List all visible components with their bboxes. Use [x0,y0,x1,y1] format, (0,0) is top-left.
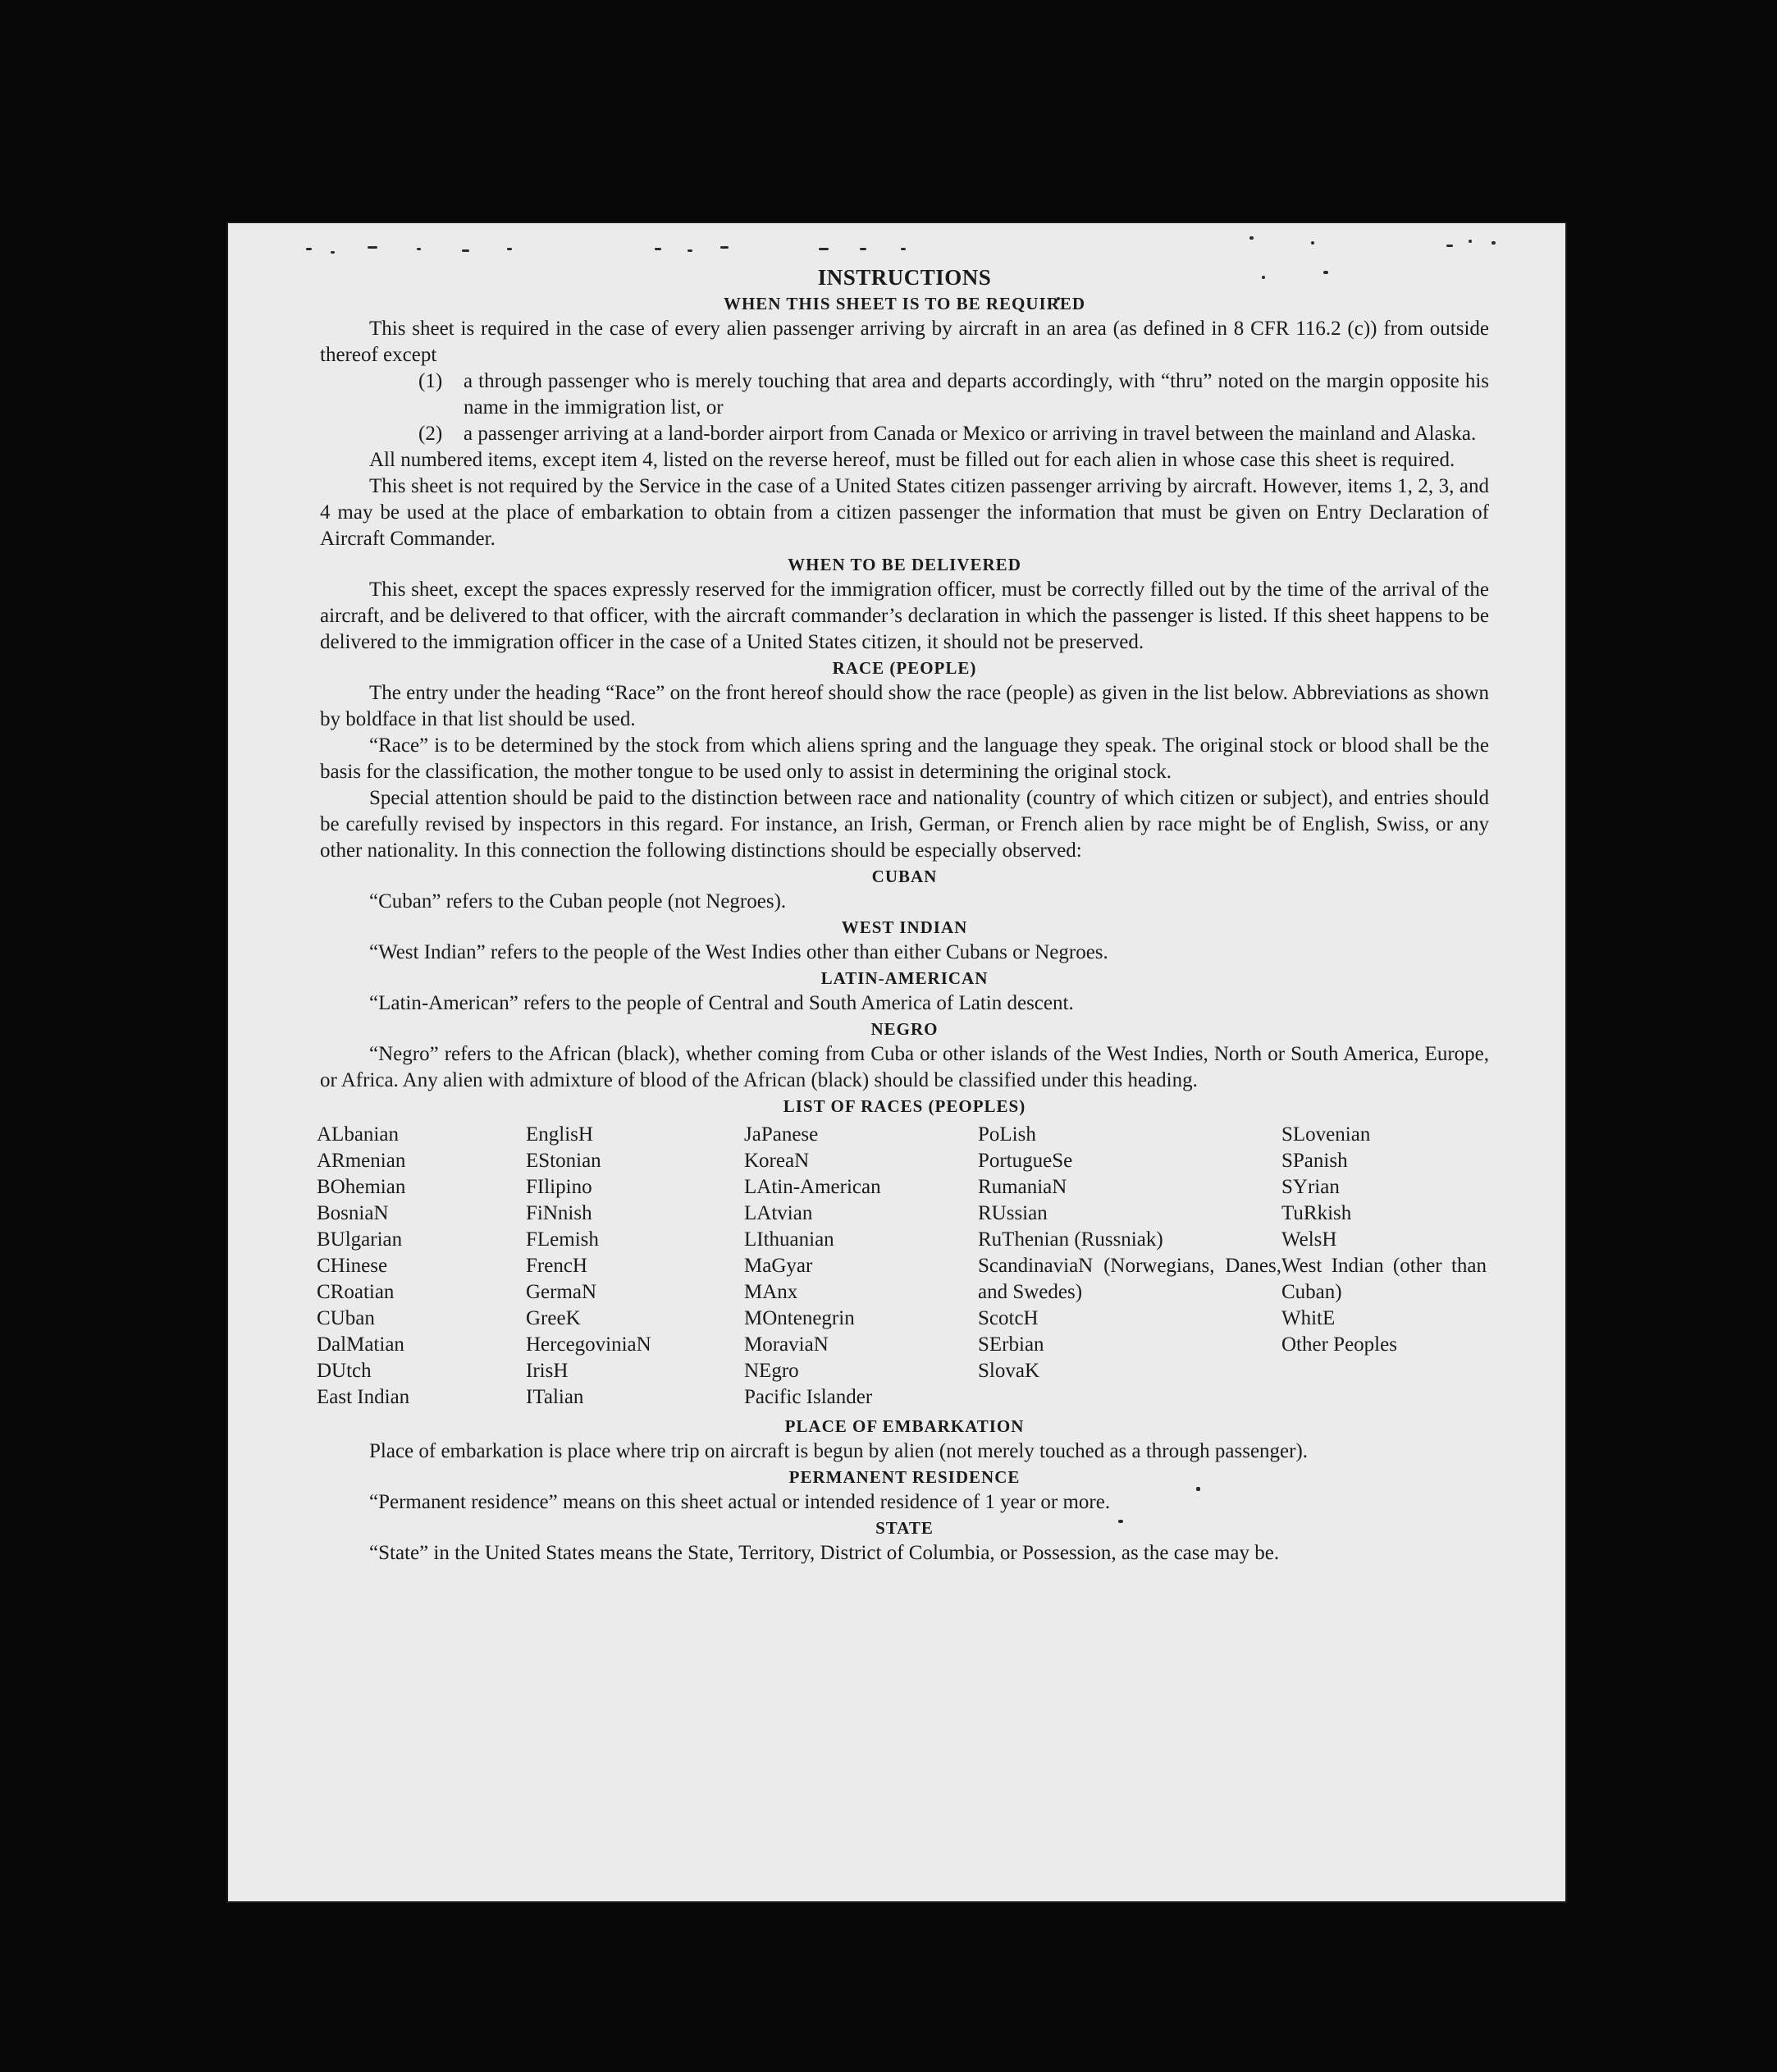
race-item: ScotcH [978,1307,1039,1329]
race-item: Pacific Islander [744,1386,873,1408]
west-indian-definition: “West Indian” refers to the people of the West Indies other than either Cubans or Negroes. [369,941,1108,963]
race-item: WelsH [1281,1228,1337,1251]
instructions-body [317,264,1489,1567]
race-item: RuThenian (Russniak) [978,1228,1163,1251]
race-column-2 [526,1122,744,1411]
scan-speck [331,251,335,254]
race-item: CRoatian [317,1281,395,1303]
race-item: WhitE [1281,1307,1336,1329]
heading-latin-american: LATIN-AMERICAN [820,968,989,988]
race-item: TuRkish [1281,1202,1352,1224]
race-item: RUssian [978,1202,1048,1224]
race-item: LAtvian [744,1202,813,1224]
race-item: ALbanian [317,1123,399,1146]
race-paragraph-2: “Race” is to be determined by the stock from which aliens spring and the language they speak. The original stock or blood shall be the basis for the classification, the mother tongue to be used only to assist in determining the original stock. [320,734,1489,783]
race-item: MoraviaN [744,1333,829,1356]
required-paragraph-3: This sheet is not required by the Service in the case of a United States citizen passenger arriving by aircraft. However, items 1, 2, 3, and 4 may be used at the place of embarkation to obtain from a citizen passenger the information that must be given on Entry Declaration of Aircraft Commander. [320,475,1489,550]
exception-item-1: (1) a through passenger who is merely touching that area and departs accordingly, with “thru” noted on the margin opposite his name in the immigration list, or [418,370,1489,419]
race-item: EnglisH [526,1123,593,1146]
race-column-5 [1281,1122,1487,1411]
race-item: PoLish [978,1123,1036,1146]
scan-speck [1249,236,1254,240]
race-item: Other Peoples [1281,1333,1397,1356]
race-paragraph-3: Special attention should be paid to the distinction between race and nationality (country of which citizen or subject), and entries should be carefully revised by inspectors in this regard. For instance, an Irish, German, or French alien by race might be of English, Swiss, or any other nationality. In this connection the following distinctions should be especially observed: [320,787,1489,862]
race-item: SLovenian [1281,1123,1371,1146]
race-column-3 [744,1122,978,1411]
race-item: BosniaN [317,1202,389,1224]
race-item: DalMatian [317,1333,404,1356]
race-item: MOntenegrin [744,1307,855,1329]
race-item: GermaN [526,1281,597,1303]
heading-cuban: CUBAN [871,867,938,886]
scan-speck [901,248,906,250]
heading-permanent-residence: PERMANENT RESIDENCE [788,1467,1021,1487]
race-item: FLemish [526,1228,599,1251]
race-list [317,1122,1489,1411]
required-paragraph-2: All numbered items, except item 4, listed on the reverse hereof, must be filled out for each alien in whose case this sheet is required. [369,449,1455,471]
heading-list-of-races: LIST OF RACES (PEOPLES) [783,1096,1026,1116]
race-item: ARmenian [317,1150,406,1172]
race-item: MaGyar [744,1255,813,1277]
negro-definition: “Negro” refers to the African (black), whether coming from Cuba or other islands of the West Indies, North or South America, Europe, or Africa. Any alien with admixture of blood of the African (black) should be classified under this heading. [320,1043,1489,1091]
exception-list [320,368,1489,447]
scan-speck [306,248,312,250]
scan-speck [1469,240,1472,243]
scan-speck [655,248,661,250]
race-item: NEgro [744,1360,799,1382]
scan-speck [688,249,692,252]
race-item: HercegoviniaN [526,1333,651,1356]
scan-speck [462,249,469,252]
residence-definition: “Permanent residence” means on this sheet actual or intended residence of 1 year or more. [369,1491,1111,1513]
scan-speck [417,248,421,250]
race-item: JaPanese [744,1123,819,1146]
race-item: MAnx [744,1281,798,1303]
state-definition: “State” in the United States means the State, Territory, District of Columbia, or Possession, as the case may be. [369,1542,1280,1564]
heading-when-delivered: WHEN TO BE DELIVERED [788,555,1021,574]
race-item: FrencH [526,1255,587,1277]
page-title: INSTRUCTIONS [817,265,992,290]
race-item: ITalian [526,1386,584,1408]
instruction-sheet [228,223,1565,1901]
race-item: LAtin-American [744,1176,881,1198]
race-item: SYrian [1281,1176,1340,1198]
latin-american-definition: “Latin-American” refers to the people of Central and South America of Latin descent. [369,992,1074,1014]
delivered-paragraph: This sheet, except the spaces expressly reserved for the immigration officer, must be correctly filled out by the time of the arrival of the aircraft, and be delivered to that officer, with the aircraft commander’s declaration in which the passenger is listed. If this sheet happens to be delivered to the immigration officer in the case of a United States citizen, it should not be preserved. [320,579,1489,653]
race-item: DUtch [317,1360,372,1382]
race-item: PortugueSe [978,1150,1073,1172]
heading-negro: NEGRO [870,1019,939,1039]
scan-speck [819,248,829,250]
scan-speck [720,246,729,249]
race-item: SErbian [978,1333,1044,1356]
race-item: SlovaK [978,1360,1039,1382]
heading-state: STATE [875,1518,934,1538]
scan-speck [507,248,512,250]
race-item: BOhemian [317,1176,406,1198]
race-item: FIlipino [526,1176,592,1198]
cuban-definition: “Cuban” refers to the Cuban people (not Negroes). [369,890,787,913]
race-column-4 [978,1122,1281,1411]
race-item: RumaniaN [978,1176,1067,1198]
heading-race: RACE (PEOPLE) [832,658,977,678]
race-item: CHinese [317,1255,388,1277]
race-item: West Indian (other than Cuban) [1281,1255,1487,1303]
scan-speck [860,248,866,250]
heading-when-required: WHEN THIS SHEET IS TO BE REQUIRED [723,294,1086,313]
race-item: ScandinaviaN (Norwegians, Danes, and Swedes) [978,1255,1281,1303]
exception-item-2: (2) a passenger arriving at a land-border airport from Canada or Mexico or arriving in travel between the mainland and Alaska. [418,423,1477,445]
race-paragraph-1: The entry under the heading “Race” on the front hereof should show the race (people) as given in the list below. Abbreviations as shown by boldface in that list should be used. [320,682,1489,730]
scan-speck [1311,241,1314,245]
heading-west-indian: WEST INDIAN [841,917,968,937]
race-item: SPanish [1281,1150,1348,1172]
race-item: LIthuanian [744,1228,834,1251]
race-item: CUban [317,1307,375,1329]
race-item: EStonian [526,1150,601,1172]
embarkation-definition: Place of embarkation is place where trip on aircraft is begun by alien (not merely touched as a through passenger). [369,1440,1309,1462]
race-item: GreeK [526,1307,581,1329]
scan-speck [368,246,377,249]
race-item: KoreaN [744,1150,810,1172]
race-item: BUlgarian [317,1228,403,1251]
race-item: IrisH [526,1360,569,1382]
required-intro: This sheet is required in the case of every alien passenger arriving by aircraft in an area (as defined in 8 CFR 116.2 (c)) from outside thereof except [320,318,1489,366]
heading-place-of-embarkation: PLACE OF EMBARKATION [784,1416,1025,1436]
race-item: FiNnish [526,1202,592,1224]
scan-speck [1446,245,1453,247]
race-column-1 [317,1122,526,1411]
race-item: East Indian [317,1386,410,1408]
scan-speck [1491,241,1496,245]
